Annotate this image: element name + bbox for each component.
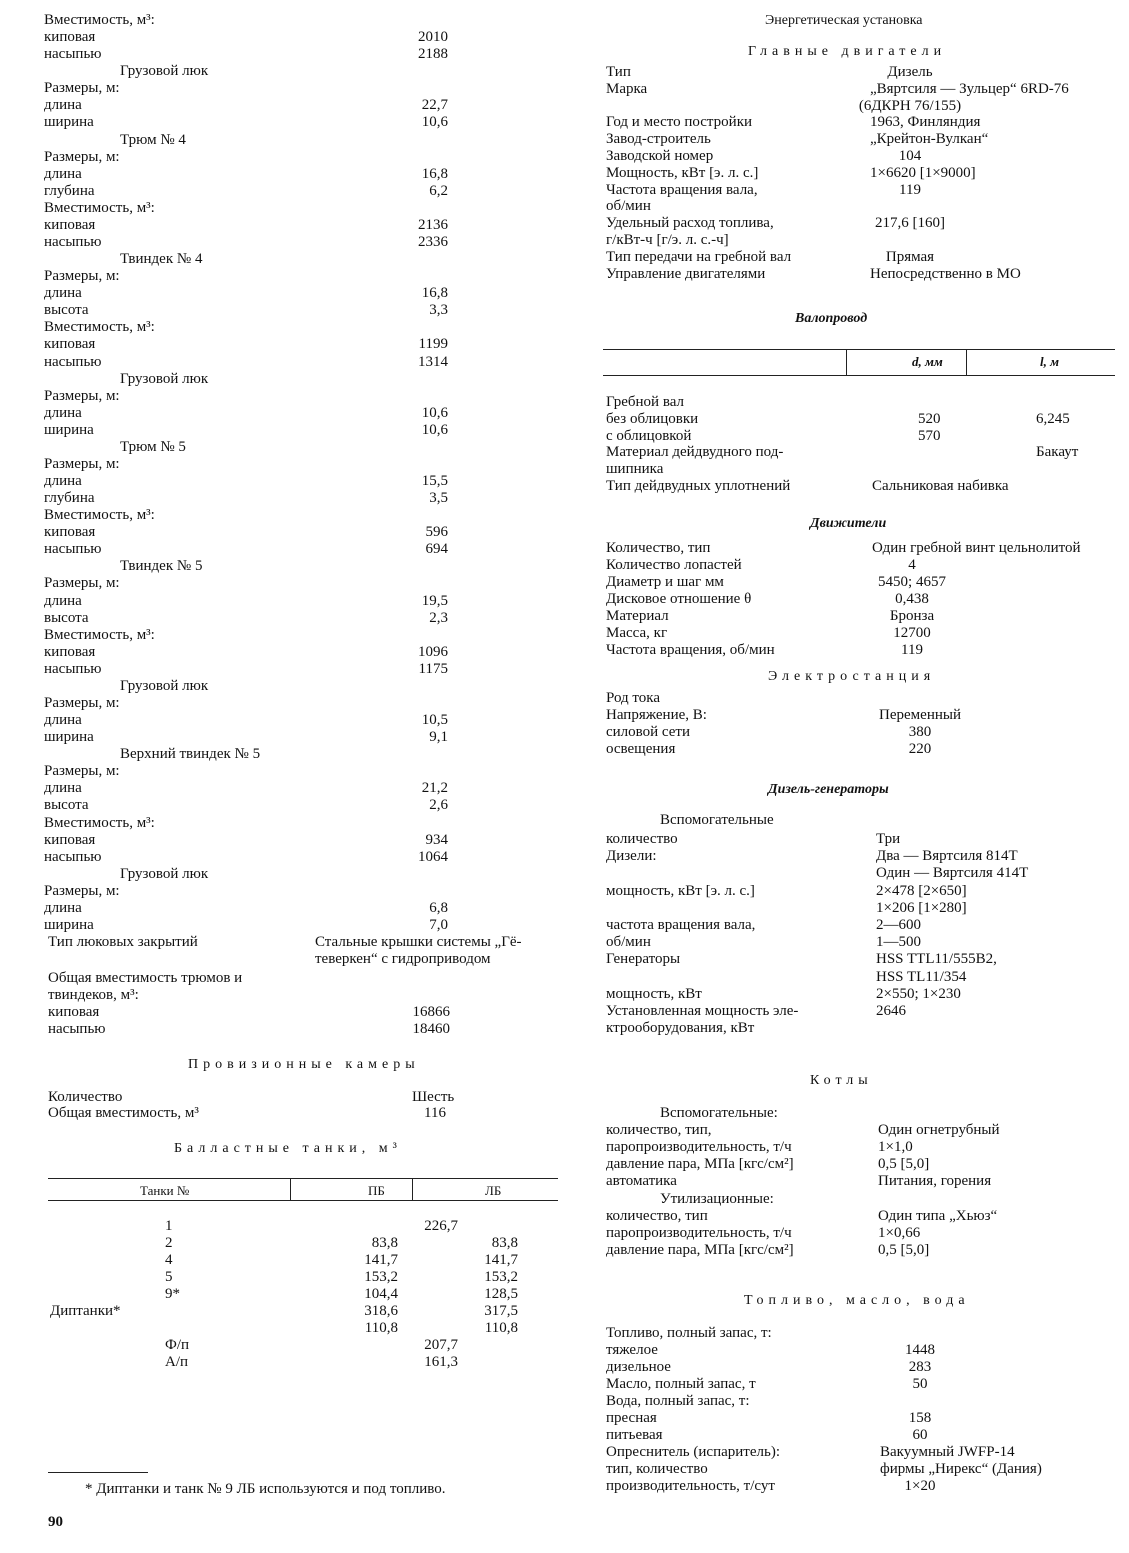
dg-value: 2—600 [876, 917, 921, 933]
spec-label: Вместимость, м³: [44, 319, 155, 335]
spec-label: длина [44, 900, 82, 916]
dg-label: мощность, кВт [606, 986, 702, 1002]
dg-label: количество [606, 831, 678, 847]
prop-value: 12700 [893, 625, 931, 641]
ballast-title: Балластные танки, м³ [174, 1141, 402, 1156]
ballast-head-lb: ЛБ [485, 1183, 502, 1198]
spec-label: ширина [44, 917, 94, 933]
spec-value: 694 [425, 541, 448, 557]
shaft-col-divider-2 [966, 349, 967, 375]
boiler1-value: Один огнетрубный [878, 1122, 1000, 1138]
power-value: Переменный [879, 707, 961, 723]
prop-value: Один гребной винт цельнолитой [872, 540, 1081, 556]
spec-label: Размеры, м: [44, 388, 120, 404]
spec-label: Размеры, м: [44, 575, 120, 591]
ballast-pb-value: 318,6 [364, 1303, 398, 1319]
spec-label: Размеры, м: [44, 149, 120, 165]
provision-title: Провизионные камеры [188, 1057, 420, 1072]
engines-value: 1963, Финляндия [870, 114, 981, 130]
shaft-top-rule [603, 349, 1115, 350]
spec-label: ширина [44, 114, 94, 130]
fuel-label: Масло, полный запас, т [606, 1376, 756, 1392]
prop-label: Материал [606, 608, 669, 624]
spec-value: 596 [425, 524, 448, 540]
ballast-tank-no: 9* [165, 1286, 180, 1302]
shaft-title: Валопровод [795, 311, 868, 326]
boiler1-label: давление пара, МПа [кгс/см²] [606, 1156, 794, 1172]
prop-value: 4 [908, 557, 916, 573]
ballast-lb-value: 83,8 [491, 1235, 518, 1251]
spec-value: 1314 [418, 354, 448, 370]
spec-label: длина [44, 593, 82, 609]
shaft-label: шипника [606, 461, 664, 478]
shaft-head-rule [603, 375, 1115, 376]
ballast-tank-no: 1 [165, 1218, 173, 1234]
power-value: 380 [908, 724, 932, 740]
spec-value: 2188 [418, 46, 448, 62]
spec-label: длина [44, 473, 82, 489]
spec-value: 15,5 [421, 473, 448, 489]
shaft-l-value: Бакаут [1036, 444, 1079, 461]
spec-label: длина [44, 166, 82, 182]
dg-value: 1×206 [1×280] [876, 900, 967, 916]
ballast-pb-value: 104,4 [364, 1286, 398, 1302]
spec-value: 22,7 [421, 97, 448, 113]
spec-label: Вместимость, м³: [44, 627, 155, 643]
fuel-value: 60 [912, 1427, 928, 1443]
ballast-tank-no: 5 [165, 1269, 173, 1285]
spec-value: 10,5 [421, 712, 448, 728]
total-label-2: твиндеков, м³: [48, 987, 139, 1003]
shaft-l-value: 6,245 [1036, 410, 1070, 427]
dg-value: HSS TTL11/555B2, [876, 951, 997, 967]
spec-label: Вместимость, м³: [44, 12, 155, 28]
fuel-label: Вода, полный запас, т: [606, 1393, 750, 1409]
ballast-head-tank: Танки № [140, 1183, 190, 1198]
total-label-1: Общая вместимость трюмов и [48, 970, 243, 986]
prop-value: 119 [901, 642, 923, 658]
power-label: Род тока [606, 690, 660, 706]
section-heading: Верхний твиндек № 5 [120, 746, 261, 762]
section-heading: Твиндек № 4 [120, 251, 203, 267]
boiler2-value: 0,5 [5,0] [878, 1242, 930, 1258]
provision-count-label: Количество [48, 1089, 123, 1105]
shaft-head-l: l, м [1040, 354, 1060, 369]
spec-label: Вместимость, м³: [44, 507, 155, 523]
power-value: 220 [908, 741, 932, 757]
spec-label: киповая [44, 524, 96, 540]
ballast-lb-value: 153,2 [484, 1269, 518, 1285]
spec-label: Размеры, м: [44, 763, 120, 779]
spec-label: глубина [44, 490, 95, 506]
total-bale-value: 16866 [412, 1004, 450, 1020]
spec-value: 1199 [418, 336, 448, 352]
fuel-label: питьевая [606, 1427, 663, 1443]
spec-label: длина [44, 285, 82, 301]
engines-value: „Крейтон-Вулкан“ [870, 131, 989, 147]
engines-label: Мощность, кВт [э. л. с.] [606, 165, 759, 181]
engines-label: Год и место постройки [606, 114, 753, 130]
dg-value: 2×550; 1×230 [876, 986, 961, 1002]
engines-title: Главные двигатели [748, 44, 947, 59]
spec-label: насыпью [44, 541, 102, 557]
spec-value: 2336 [418, 234, 448, 250]
engines-label: Тип передачи на гребной вал [606, 249, 792, 265]
total-grain-value: 18460 [412, 1021, 450, 1037]
engines-label: об/мин [606, 198, 651, 214]
total-bale-label: киповая [48, 1004, 100, 1020]
fuel-value: 50 [912, 1376, 928, 1392]
ballast-pb-value: 141,7 [364, 1252, 398, 1268]
prop-value: 5450; 4657 [878, 574, 946, 590]
spec-label: насыпью [44, 234, 102, 250]
spec-label: насыпью [44, 354, 102, 370]
prop-value: Бронза [889, 608, 935, 624]
shaft-label: с облицовкой [606, 427, 692, 444]
diesel-generators-title: Дизель-генераторы [768, 782, 889, 797]
ballast-tank-no: 2 [165, 1235, 173, 1251]
ballast-col-divider-2 [412, 1178, 413, 1200]
dg-value: Один — Вяртсиля 414Т [876, 865, 1029, 881]
spec-value: 1064 [418, 849, 448, 865]
spec-value: 10,6 [421, 422, 448, 438]
section-heading: Грузовой люк [120, 63, 209, 79]
engines-label: Частота вращения вала, [606, 182, 758, 198]
engines-value: 1×6620 [1×9000] [870, 165, 976, 181]
fuel-label: дизельное [606, 1359, 671, 1375]
spec-value: 3,3 [429, 302, 448, 318]
engines-value: 104 [898, 148, 922, 164]
diesel-generators-subtitle: Вспомогательные [660, 812, 774, 828]
fuel-value: 283 [908, 1359, 932, 1375]
spec-label: Вместимость, м³: [44, 815, 155, 831]
engines-value: 217,6 [160] [875, 215, 945, 231]
engines-value: 119 [899, 182, 921, 198]
section-heading: Грузовой люк [120, 371, 209, 387]
spec-value: 2,3 [429, 610, 448, 626]
spec-value: 2136 [418, 217, 448, 233]
section-heading: Трюм № 4 [120, 132, 186, 148]
spec-label: ширина [44, 729, 94, 745]
propulsion-title: Движители [810, 516, 887, 531]
spec-label: насыпью [44, 661, 102, 677]
spec-label: ширина [44, 422, 94, 438]
ballast-col-divider-1 [290, 1178, 291, 1200]
dg-label: Генераторы [606, 951, 681, 967]
boiler2-label: давление пара, МПа [кгс/см²] [606, 1242, 794, 1258]
spec-label: киповая [44, 217, 96, 233]
engines-label: Тип [606, 64, 631, 80]
ballast-total-value: 226,7 [424, 1218, 458, 1234]
dg-label: мощность, кВт [э. л. с.] [606, 883, 755, 899]
engines-label: Марка [606, 81, 648, 97]
ballast-tank-no: 4 [165, 1252, 173, 1268]
fuel-value: 158 [908, 1410, 932, 1426]
ballast-lb-value: 128,5 [484, 1286, 518, 1302]
spec-label: Размеры, м: [44, 268, 120, 284]
boiler1-label: паропроизводительность, т/ч [606, 1139, 792, 1155]
ballast-lb-value: 317,5 [484, 1303, 518, 1319]
boiler1-value: 0,5 [5,0] [878, 1156, 930, 1172]
ballast-pb-value: 110,8 [364, 1320, 398, 1336]
ballast-top-rule [48, 1178, 558, 1179]
hatch-type-label: Тип люковых закрытий [48, 934, 198, 950]
engines-label: Заводской номер [606, 148, 714, 164]
spec-label: высота [44, 610, 89, 626]
engines-label: Завод-строитель [606, 131, 711, 147]
spec-value: 21,2 [421, 780, 448, 796]
boiler1-value: Питания, горения [878, 1173, 992, 1189]
footnote-rule [48, 1472, 148, 1473]
spec-value: 2010 [418, 29, 448, 45]
fuel-value: 1448 [905, 1342, 935, 1358]
spec-label: длина [44, 405, 82, 421]
ballast-total-value: 207,7 [424, 1337, 458, 1353]
shaft-label: Гребной вал [606, 394, 684, 410]
page-number: 90 [48, 1514, 63, 1530]
spec-label: длина [44, 712, 82, 728]
ballast-lb-value: 141,7 [484, 1252, 518, 1268]
spec-value: 10,6 [421, 405, 448, 421]
boiler2-label: количество, тип [606, 1208, 708, 1224]
spec-value: 9,1 [429, 729, 448, 745]
dg-label: ктрооборудования, кВт [606, 1020, 755, 1036]
boiler1-label: автоматика [606, 1173, 677, 1189]
spec-label: длина [44, 780, 82, 796]
shaft-d-value: 520 [918, 410, 941, 427]
spec-label: длина [44, 97, 82, 113]
prop-label: Масса, кг [606, 625, 668, 641]
boilers-title: Котлы [810, 1073, 873, 1088]
boiler1-value: 1×1,0 [878, 1139, 913, 1155]
ballast-tank-no: А/п [165, 1354, 189, 1370]
spec-label: насыпью [44, 849, 102, 865]
ballast-pb-value: 153,2 [364, 1269, 398, 1285]
fuel-label: Топливо, полный запас, т: [606, 1325, 772, 1341]
boilers-aux-subtitle: Вспомогательные: [660, 1105, 778, 1121]
hatch-type-value-1: Стальные крышки системы „Гё- [315, 934, 522, 950]
ballast-pb-value: 83,8 [371, 1235, 398, 1251]
dg-value: 1—500 [876, 934, 921, 950]
engines-value: Дизель [887, 64, 933, 80]
power-label: силовой сети [606, 724, 691, 740]
provision-volume-label: Общая вместимость, м³ [48, 1105, 199, 1121]
dg-label: об/мин [606, 934, 651, 950]
prop-value: 0,438 [895, 591, 929, 607]
ballast-tank-no: Ф/п [165, 1337, 190, 1353]
total-grain-label: насыпью [48, 1021, 106, 1037]
plant-title: Энергетическая установка [765, 13, 923, 28]
shaft-d-value: Сальниковая набивка [872, 478, 1009, 494]
boilers-util-subtitle: Утилизационные: [660, 1191, 774, 1207]
spec-value: 2,6 [429, 797, 448, 813]
engines-label: г/кВт-ч [г/э. л. с.-ч] [606, 232, 729, 248]
spec-value: 10,6 [421, 114, 448, 130]
spec-label: киповая [44, 832, 96, 848]
provision-volume-value: 116 [424, 1105, 446, 1121]
ballast-total-value: 161,3 [424, 1354, 458, 1370]
spec-label: высота [44, 302, 89, 318]
boiler2-label: паропроизводительность, т/ч [606, 1225, 792, 1241]
fuel-label: тяжелое [606, 1342, 658, 1358]
boiler1-label: количество, тип, [606, 1122, 712, 1138]
ballast-tank-no: Диптанки* [50, 1303, 121, 1319]
dg-value: Три [876, 831, 901, 847]
fuel-title: Топливо, масло, вода [744, 1293, 970, 1308]
dg-value: HSS TL11/354 [876, 969, 967, 985]
fuel-label: пресная [606, 1410, 657, 1426]
spec-value: 19,5 [421, 593, 448, 609]
section-heading: Твиндек № 5 [120, 558, 203, 574]
section-heading: Грузовой люк [120, 866, 209, 882]
provision-count-value: Шесть [412, 1089, 455, 1105]
prop-label: Количество лопастей [606, 557, 742, 573]
fuel-value: 1×20 [904, 1478, 936, 1494]
spec-value: 6,2 [429, 183, 448, 199]
spec-label: Размеры, м: [44, 695, 120, 711]
spec-label: глубина [44, 183, 95, 199]
dg-label: частота вращения вала, [606, 917, 756, 933]
ballast-head-pb: ПБ [368, 1183, 385, 1198]
fuel-value: фирмы „Нирекс“ (Дания) [880, 1461, 1042, 1477]
spec-value: 6,8 [429, 900, 448, 916]
engines-value: „Вяртсиля — Зульцер“ 6RD-76 [870, 81, 1069, 97]
spec-value: 7,0 [429, 917, 448, 933]
dg-value: 2×478 [2×650] [876, 883, 967, 899]
engines-label: Удельный расход топлива, [606, 215, 774, 231]
prop-label: Количество, тип [606, 540, 711, 556]
shaft-label: Материал дейдвудного под- [606, 444, 784, 461]
fuel-label: Опреснитель (испаритель): [606, 1444, 780, 1460]
spec-label: Размеры, м: [44, 80, 120, 96]
spec-value: 16,8 [421, 285, 448, 301]
section-heading: Трюм № 5 [120, 439, 186, 455]
dg-label: Установленная мощность эле- [606, 1003, 799, 1019]
ballast-head-rule [48, 1200, 558, 1201]
spec-value: 16,8 [421, 166, 448, 182]
engines-value: Непосредственно в МО [870, 266, 1021, 282]
hatch-type-value-2: теверкен“ с гидроприводом [315, 951, 491, 967]
spec-value: 934 [425, 832, 448, 848]
spec-value: 1175 [418, 661, 448, 677]
spec-label: Размеры, м: [44, 456, 120, 472]
prop-label: Дисковое отношение θ [606, 591, 752, 607]
shaft-label: Тип дейдвудных уплотнений [606, 478, 791, 494]
footnote: * Диптанки и танк № 9 ЛБ используются и под топливо. [85, 1481, 446, 1497]
spec-label: насыпью [44, 46, 102, 62]
spec-label: киповая [44, 644, 96, 660]
shaft-d-value: 570 [918, 427, 941, 444]
boiler2-value: Один типа „Хьюз“ [878, 1208, 998, 1224]
power-station-title: Электростанция [768, 669, 936, 684]
spec-label: высота [44, 797, 89, 813]
boiler2-value: 1×0,66 [878, 1225, 921, 1241]
power-label: освещения [606, 741, 676, 757]
dg-label: Дизели: [606, 848, 657, 864]
engines-value: Прямая [885, 249, 935, 265]
fuel-value: Вакуумный JWFP-14 [880, 1444, 1015, 1460]
fuel-label: производительность, т/сут [606, 1478, 775, 1494]
spec-label: Размеры, м: [44, 883, 120, 899]
section-heading: Грузовой люк [120, 678, 209, 694]
spec-value: 3,5 [429, 490, 448, 506]
engines-value: (6ДКРН 76/155) [858, 98, 962, 114]
dg-value: Два — Вяртсиля 814Т [876, 848, 1018, 864]
prop-label: Частота вращения, об/мин [606, 642, 775, 658]
spec-label: киповая [44, 29, 96, 45]
shaft-head-d: d, мм [912, 354, 943, 369]
shaft-label: без облицовки [606, 410, 699, 427]
fuel-label: тип, количество [606, 1461, 708, 1477]
engines-label: Управление двигателями [606, 266, 766, 282]
prop-label: Диаметр и шаг мм [606, 574, 724, 590]
power-label: Напряжение, В: [606, 707, 707, 723]
spec-value: 1096 [418, 644, 448, 660]
spec-label: киповая [44, 336, 96, 352]
shaft-col-divider-1 [846, 349, 847, 375]
ballast-lb-value: 110,8 [484, 1320, 518, 1336]
spec-label: Вместимость, м³: [44, 200, 155, 216]
dg-value: 2646 [876, 1003, 906, 1019]
